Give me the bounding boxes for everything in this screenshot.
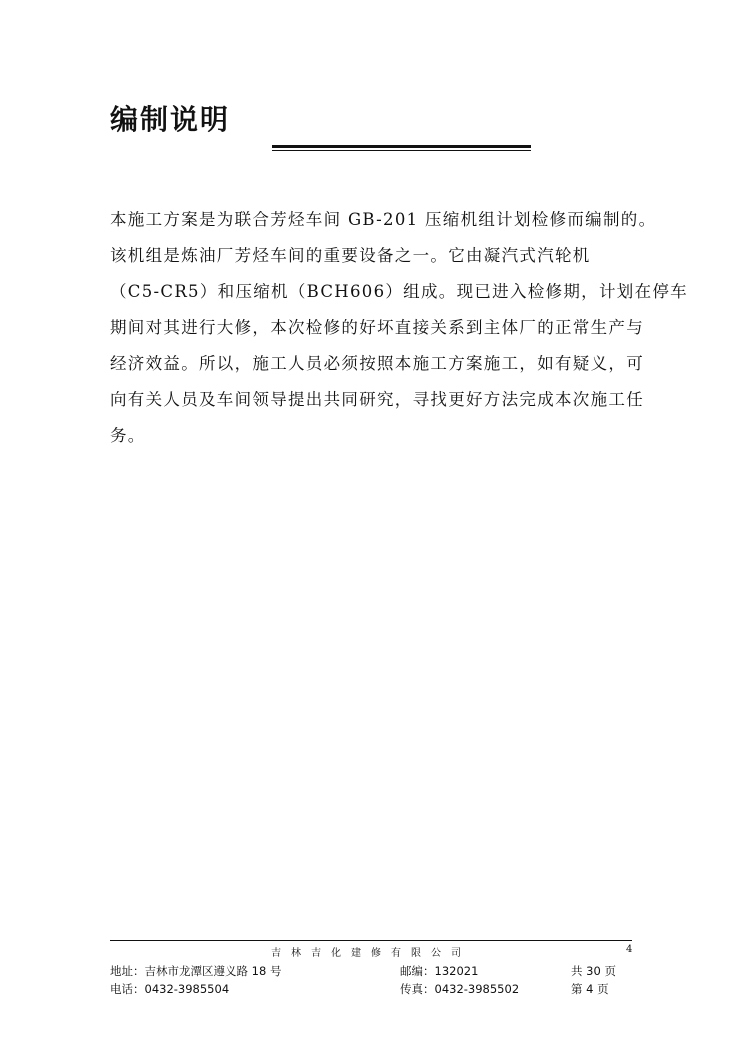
body-line-2: 该机组是炼油厂芳烃车间的重要设备之一。它由凝汽式汽轮机	[110, 246, 591, 265]
body-line-6: 向有关人员及车间领导提出共同研究，寻找更好方法完成本次施工任	[110, 390, 644, 409]
body-line-3: （C5-CR5）和压缩机（BCH606）组成。现已进入检修期，计划在停车	[110, 282, 688, 301]
page-title: 编制说明	[110, 103, 231, 136]
footer-fax: 传真：0432-3985502	[400, 982, 520, 996]
body-text	[110, 202, 688, 454]
body-line-1: 本施工方案是为联合芳烃车间 GB-201 压缩机组计划检修而编制的。	[110, 210, 657, 229]
body-line-4: 期间对其进行大修，本次检修的好坏直接关系到主体厂的正常生产与	[110, 318, 644, 337]
footer-total-pages: 共 30 页	[571, 964, 616, 978]
body-line-7: 务。	[110, 426, 146, 445]
body-line-5: 经济效益。所以，施工人员必须按照本施工方案施工，如有疑义，可	[110, 354, 644, 373]
title-divider	[272, 145, 531, 151]
footer-page-number: 4	[626, 944, 633, 955]
footer-company: 吉林吉化建修有限公司	[271, 948, 471, 959]
footer-address: 地址：吉林市龙潭区遵义路 18 号	[110, 964, 282, 978]
footer-current-page: 第 4 页	[571, 982, 609, 996]
footer-phone: 电话：0432-3985504	[110, 982, 230, 996]
footer-postcode: 邮编：132021	[400, 964, 479, 978]
footer-divider	[110, 940, 632, 941]
